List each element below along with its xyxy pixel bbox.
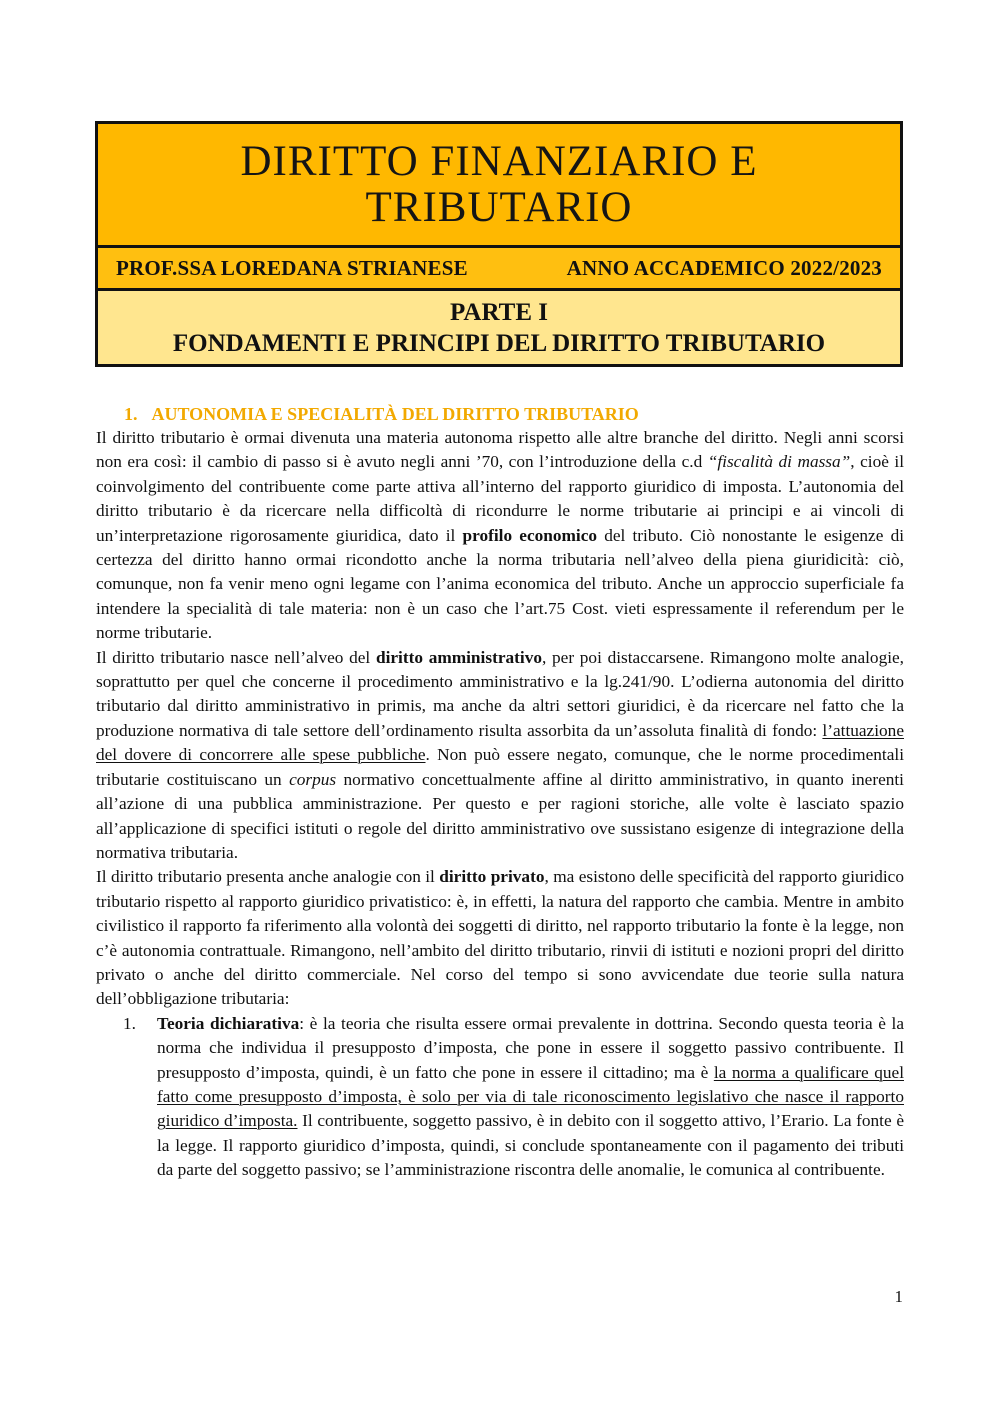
list-item-body: Teoria dichiarativa: è la teoria che risulta essere ormai prevalente in dottrina. Secondo questa teoria è la norma che individua il presupposto d’imposta, che pone in essere il soggetto passivo contribuente. Il presupposto d’imposta, quindi, è un fatto che pone in essere il cittadino; ma è la norma a qualificare quel fatto come presupposto d’imposta, è solo per via di tale riconoscimento legislativo che nasce il rapporto giuridico d’imposta. Il contribuente, soggetto passivo, è in debito con il soggetto attivo, l’Erario. La fonte è la legge. Il rapporto giuridico d’imposta, quindi, si conclude spontaneamente con il pagamento dei tributi da parte del soggetto passivo; se l’amministrazione riscontra delle anomalie, le comunica al contribuente. [157,1013,905,1180]
paragraph-2: Il diritto tributario nasce nell’alveo del diritto amministrativo, per poi distaccarsene. Rimangono molte analogie, soprattutto per quel che concerne il procedimento amministrativo e la lg.241/90. L’odierna autonomia del diritto tributario dal diritto amministrativo in primis, ma anche da altri settori giuridici, è da ricercare nel fatto che la produzione normativa di tale settore dell’ordinamento risulta assorbita da un’assoluta finalità di fondo: l’attuazione del dovere di concorrere alle spese pubbliche. Non può essere negato, comunque, che le norme procedimentali tributarie costituiscano un corpus normativo concettualmente affine al diritto amministrativo, in quanto inerenti all’azione di una pubblica amministrazione. Per questo e per ragioni storiche, alle volte è lasciato spazio all’applicazione di specifici istituti o regole del diritto amministrativo ove sussistano esigenze di integrazione della normativa tributaria. [96,647,904,862]
professor-name: PROF.SSA LOREDANA STRIANESE [116,255,468,280]
paragraph-1: Il diritto tributario è ormai divenuta una materia autonoma rispetto alle altre branche del diritto. Negli anni scorsi non era così: il cambio di passo si è avuto negli anni ’70, con l’introduzione della c.d “fiscalità di massa”, cioè il coinvolgimento del contribuente come parte attiva all’interno del rapporto giuridico di imposta. L’autonomia del diritto tributario è da ricercare nella difficoltà di ricondurre le norme tributarie ai principi e ai vincoli di un’interpretazione rigorosamente giuridica, dato il profilo economico del tributo. Ciò nonostante le esigenze di certezza del diritto hanno ormai ricondotto anche la norma tributaria nell’alveo della piena giuridicità: ciò, comunque, non fa venir meno ogni legame con l’anima economica del tributo. Anche un approccio superficiale fa intendere la specialità di tale materia: non è un caso che l’art.75 Cost. vieti espressamente il referendum per le norme tributarie. [96,428,905,643]
italic-term: “fiscalità di massa” [707,452,851,472]
section-heading [96,402,904,426]
part-label: PARTE I [450,298,548,326]
part-box [98,291,900,364]
bold-term: diritto amministrativo [375,647,542,667]
meta-box [98,248,900,291]
title-box [98,124,900,248]
document-body [96,402,904,1183]
italic-term: corpus [289,769,337,789]
page-number: 1 [894,1287,903,1306]
section-number: 1. [124,404,138,424]
document-header [95,121,903,367]
academic-year: ANNO ACCADEMICO 2022/2023 [566,255,882,280]
underlined-text: la norma a qualificare quel fatto come presupposto d’imposta, è solo per via di tale riconoscimento legislativo che nasce il rapporto giuridico d’imposta. [157,1062,904,1131]
paragraph-3: Il diritto tributario presenta anche analogie con il diritto privato, ma esistono delle specificità del rapporto giuridico tributario rispetto al rapporto giuridico privatistico: è, in effetti, la natura del rapporto che cambia. Mentre in ambito civilistico il rapporto fa riferimento alla volontà dei soggetti di diritto, nel rapporto tributario la fonte è la legge, non c’è autonomia contrattuale. Rimangono, nell’ambito del diritto tributario, rinvii di istituti e nozioni propri del diritto privato o anche del diritto commerciale. Nel corso del tempo si sono avvicendate due teorie sulla natura dell’obbligazione tributaria: [96,867,904,1009]
list-item-number: 1. [123,1013,136,1033]
list-item [96,1012,904,1183]
bold-term: diritto privato [439,867,545,887]
underlined-text: l’attuazione del dovere di concorrere alle spese pubbliche [96,720,904,765]
document-title-line-2: TRIBUTARIO [365,183,633,231]
part-title: FONDAMENTI E PRINCIPI DEL DIRITTO TRIBUTARIO [172,329,826,357]
section-title: AUTONOMIA E SPECIALITÀ DEL DIRITTO TRIBUTARIO [151,404,639,424]
document-title-line-1: DIRITTO FINANZIARIO E [240,137,758,185]
bold-term: Teoria dichiarativa [157,1013,300,1033]
bold-term: profilo economico [462,525,598,545]
